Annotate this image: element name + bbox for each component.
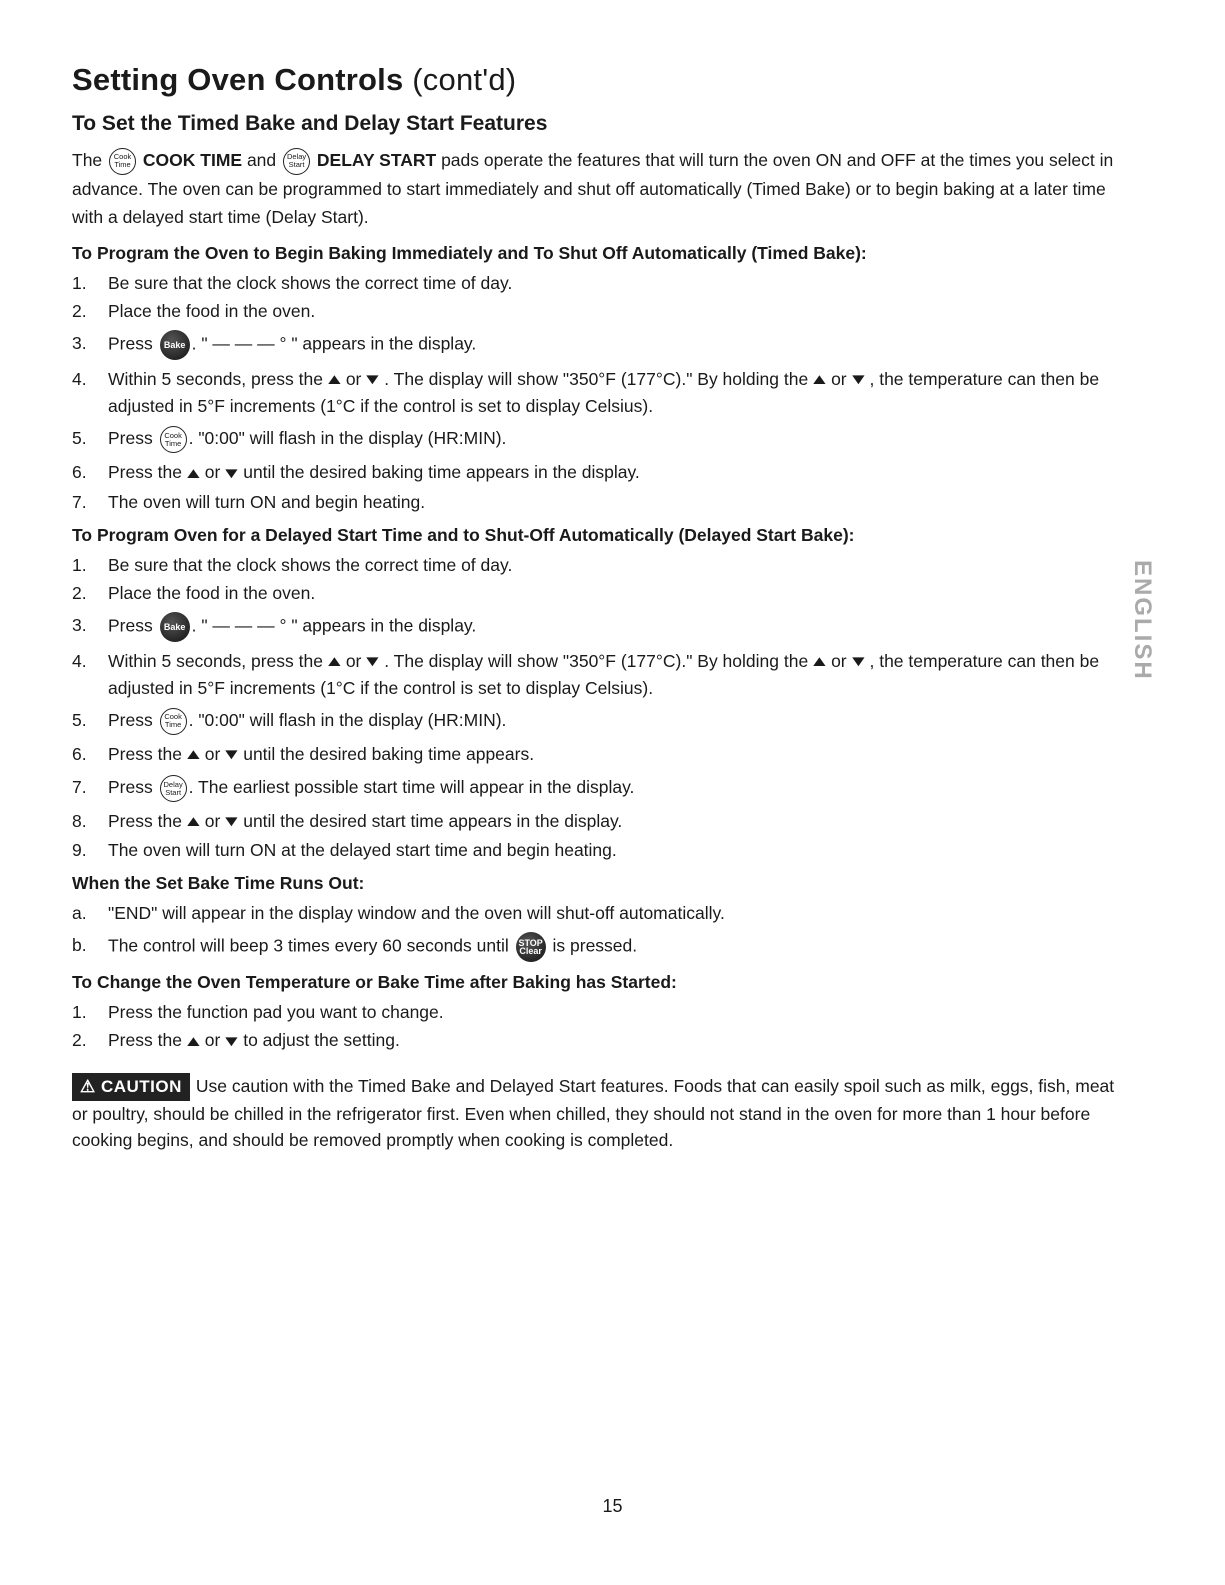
step-text-part: Within 5 seconds, press the [108,368,323,389]
list-item [72,425,1132,453]
step-number: 9. [72,840,87,861]
step-number: 2. [72,1030,87,1051]
up-arrow-icon: ▲ [323,371,345,389]
title-text: Setting Oven Controls [72,62,404,97]
step-text: The oven will turn ON and begin heating. [108,491,426,512]
down-arrow-icon: ▼ [847,652,869,670]
step-text-part: . " — — — ° " appears in the display. [191,615,477,636]
step-number: 1. [72,272,87,293]
cook-time-pad-icon: Cook Time [160,426,187,453]
list-item [72,612,1132,642]
step-text-part: to adjust the setting. [243,1030,400,1051]
step-number: 5. [72,709,87,730]
up-arrow-icon: ▲ [182,464,204,482]
list-item [72,837,1132,863]
step-text-part: , the temperature can then be adjusted in 5°F increments (1°C if the control is set to display Celsius). [108,368,1100,417]
down-arrow-icon: ▼ [221,746,243,764]
list-item [72,808,1132,835]
step-text [108,808,1132,835]
up-arrow-icon: ▲ [182,746,204,764]
step-text-part: is pressed. [552,936,638,956]
delay-start-pad-icon: Delay Start [160,775,187,802]
list-item [72,489,1132,515]
bake-pad-icon: Bake [160,612,190,642]
list-item [72,270,1132,296]
intro-paragraph [72,146,1132,231]
step-text-or: or [204,1030,221,1051]
caution-badge: ⚠ CAUTION [72,1073,190,1101]
step-number: 6. [72,743,87,764]
up-arrow-icon: ▲ [182,1032,204,1050]
step-text-or: or [204,462,221,483]
delayed-start-steps [72,552,1132,864]
down-arrow-icon: ▼ [221,464,243,482]
up-arrow-icon: ▲ [323,652,345,670]
delay-start-label: DELAY START [316,150,437,170]
list-item [72,707,1132,735]
caution-text: Use caution with the Timed Bake and Delayed Start features. Foods that can easily spoil such as milk, eggs, fish, meat or poultry, should be chilled in the refrigerator first. Even when chilled, they should not stand in the oven for more than 1 hour before cooking begins, and should be removed promptly when cooking is completed. [72,1075,1115,1150]
step-number: 8. [72,811,87,831]
step-text-part: until the desired start time appears in the display. [243,811,623,831]
step-text-part: Press [108,709,153,730]
step-text [108,648,1132,701]
step-text: The oven will turn ON at the delayed start time and begin heating. [108,840,617,861]
page-number: 15 [602,1496,623,1516]
section-heading-change-settings: To Change the Oven Temperature or Bake Time after Baking has Started: [72,972,677,993]
list-item [72,459,1132,486]
step-text: Place the food in the oven. [108,582,316,603]
list-item [72,1027,1132,1054]
down-arrow-icon: ▼ [847,371,869,389]
step-text [108,932,1132,962]
timed-bake-steps [72,270,1132,515]
step-text: Place the food in the oven. [108,300,316,321]
list-item [72,741,1132,768]
step-text [108,612,1132,642]
step-text-part: Press [108,615,153,636]
manual-page [72,62,1132,1153]
step-text-part: Press the [108,743,182,764]
down-arrow-icon: ▼ [362,371,384,389]
step-number: 1. [72,554,87,575]
step-text-part: until the desired baking time appears. [243,743,535,764]
list-item [72,330,1132,360]
step-text-or: or [831,650,847,671]
step-text-or: or [345,368,362,389]
step-text [108,707,1132,735]
change-settings-steps [72,999,1132,1054]
page-title [72,62,1132,98]
step-number: 2. [72,300,87,321]
section-heading-delayed-start: To Program Oven for a Delayed Start Time and to Shut-Off Automatically (Delayed Start Bake): [72,524,855,545]
delay-start-pad-icon: Delay Start [283,148,310,175]
list-item [72,298,1132,324]
step-text [108,741,1132,768]
step-text-part: . " — — — ° " appears in the display. [191,333,477,354]
step-number: 3. [72,614,87,635]
step-number: 4. [72,368,87,389]
step-text-part: Press the [108,462,182,483]
section-heading-timed-bake: To Program the Oven to Begin Baking Immediately and To Shut Off Automatically (Timed Bake): [72,242,867,263]
title-suffix: (cont'd) [412,62,517,97]
down-arrow-icon: ▼ [362,652,384,670]
section-subtitle: To Set the Timed Bake and Delay Start Features [72,112,548,135]
step-text-part: , the temperature can then be adjusted in 5°F increments (1°C if the control is set to display Celsius). [108,650,1100,698]
list-item [72,552,1132,578]
step-number: a. [72,903,87,924]
intro-the: The [72,150,103,170]
step-number: 1. [72,1002,87,1023]
step-text-part: The control will beep 3 times every 60 seconds until [108,936,509,956]
step-number: 7. [72,777,87,798]
intro-and: and [246,150,277,170]
step-text [108,425,1132,453]
stop-clear-pad-icon: STOP Clear [516,932,546,962]
step-text-or: or [831,368,847,389]
list-item [72,999,1132,1025]
down-arrow-icon: ▼ [221,813,243,831]
list-item [72,932,1132,962]
step-number: b. [72,935,87,956]
list-item [72,648,1132,701]
step-text-part: Press the [108,811,182,831]
step-text [108,330,1132,360]
caution-notice [72,1073,1122,1153]
step-text [108,774,1132,802]
step-text: Press the function pad you want to change. [108,1002,444,1023]
step-text-or: or [204,811,221,831]
step-text: Be sure that the clock shows the correct time of day. [108,554,513,575]
up-arrow-icon: ▲ [182,813,204,831]
down-arrow-icon: ▼ [221,1032,243,1050]
step-number: 7. [72,491,87,512]
step-text-part: . "0:00" will flash in the display (HR:MIN). [188,709,507,730]
step-text-part: Within 5 seconds, press the [108,650,323,671]
step-number: 5. [72,428,87,449]
list-item [72,774,1132,802]
step-text-part: Press [108,333,153,354]
cook-time-pad-icon: Cook Time [109,148,136,175]
step-text-part: Press [108,777,153,798]
step-number: 6. [72,462,87,483]
step-text [108,366,1132,419]
step-number: 3. [72,332,87,353]
list-item [72,900,1132,926]
step-text-part: . The display will show "350°F (177°C)." By holding the [384,650,809,671]
step-text-or: or [204,743,221,764]
up-arrow-icon: ▲ [809,652,831,670]
cook-time-label: COOK TIME [142,150,243,170]
cook-time-pad-icon: Cook Time [160,708,187,735]
step-text-part: . "0:00" will flash in the display (HR:MIN). [188,428,507,449]
step-text-or: or [345,650,362,671]
language-side-tab: ENGLISH [1129,560,1156,681]
step-text-part: . The display will show "350°F (177°C)." By holding the [384,368,809,389]
step-number: 4. [72,650,87,671]
step-number: 2. [72,582,87,603]
step-text: Be sure that the clock shows the correct time of day. [108,272,513,293]
list-item [72,580,1132,606]
up-arrow-icon: ▲ [809,371,831,389]
step-text-part: Press [108,428,153,449]
intro-rest: pads operate the features that will turn the oven ON and OFF at the times you select in advance. The oven can be programmed to start immediately and shut off automatically (Timed Bake) or to begin baking at a later time with a delayed start time (Delay Start). [72,150,1114,227]
step-text-part: until the desired baking time appears in the display. [243,462,640,483]
bake-pad-icon: Bake [160,330,190,360]
step-text [108,459,1132,486]
time-runs-out-list [72,900,1132,962]
section-heading-time-runs-out: When the Set Bake Time Runs Out: [72,873,365,894]
step-text-part: Press the [108,1030,182,1051]
step-text-part: . The earliest possible start time will appear in the display. [188,777,635,798]
list-item [72,366,1132,419]
step-text [108,1027,1132,1054]
step-text: "END" will appear in the display window and the oven will shut-off automatically. [108,903,725,924]
